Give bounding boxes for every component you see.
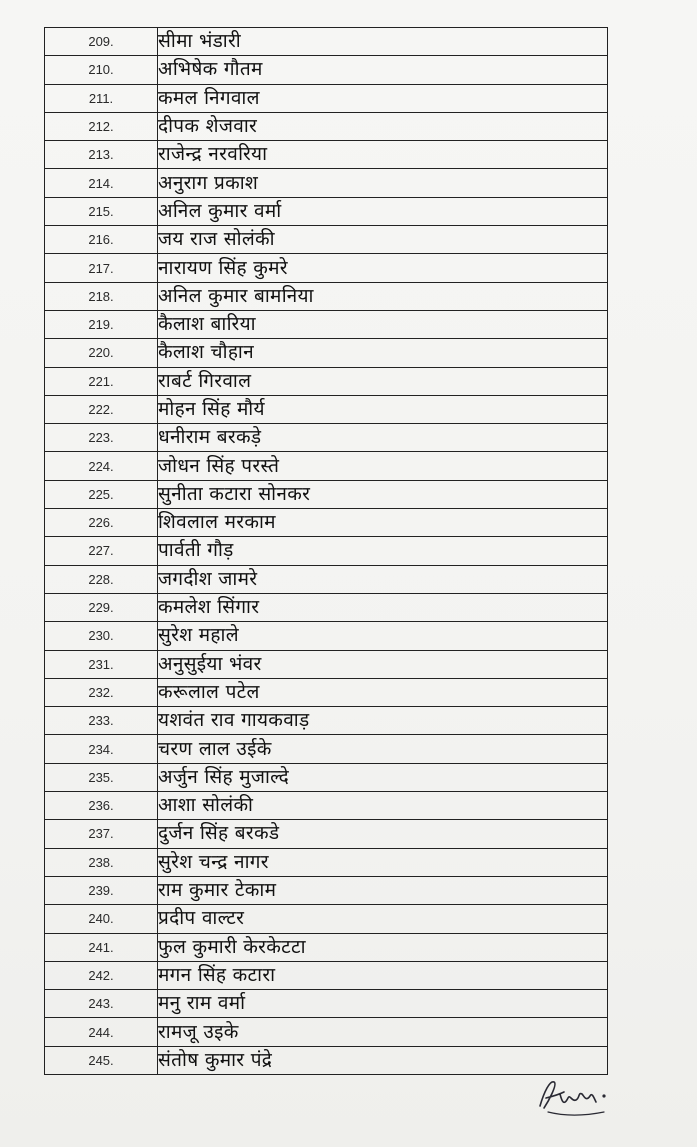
person-name: शिवलाल मरकाम	[158, 509, 608, 537]
person-name: प्रदीप वाल्टर	[158, 905, 608, 933]
person-name: मनु राम वर्मा	[158, 990, 608, 1018]
serial-number: 215.	[45, 197, 158, 225]
person-name: दुर्जन सिंह बरकडे	[158, 820, 608, 848]
person-name: धनीराम बरकड़े	[158, 424, 608, 452]
table-row	[45, 678, 608, 706]
table-row	[45, 226, 608, 254]
person-name: सुरेश महाले	[158, 622, 608, 650]
serial-number: 220.	[45, 339, 158, 367]
person-name: पार्वती गौड़	[158, 537, 608, 565]
person-name: आशा सोलंकी	[158, 792, 608, 820]
table-row	[45, 792, 608, 820]
serial-number: 230.	[45, 622, 158, 650]
table-row	[45, 339, 608, 367]
handwritten-signature-icon	[534, 1072, 624, 1122]
serial-number: 217.	[45, 254, 158, 282]
person-name: मगन सिंह कटारा	[158, 961, 608, 989]
table-row	[45, 480, 608, 508]
table-row	[45, 565, 608, 593]
table-row	[45, 509, 608, 537]
serial-number: 227.	[45, 537, 158, 565]
table-row	[45, 933, 608, 961]
table-row	[45, 593, 608, 621]
table-row	[45, 197, 608, 225]
serial-number: 218.	[45, 282, 158, 310]
table-row	[45, 622, 608, 650]
serial-number: 234.	[45, 735, 158, 763]
table-row	[45, 56, 608, 84]
person-name: कैलाश बारिया	[158, 310, 608, 338]
serial-number: 229.	[45, 593, 158, 621]
person-name: नारायण सिंह कुमरे	[158, 254, 608, 282]
table-row	[45, 820, 608, 848]
serial-number: 226.	[45, 509, 158, 537]
table-row	[45, 169, 608, 197]
table-row	[45, 367, 608, 395]
table-row	[45, 254, 608, 282]
person-name: अभिषेक गौतम	[158, 56, 608, 84]
table-row	[45, 282, 608, 310]
table-row	[45, 735, 608, 763]
serial-number: 243.	[45, 990, 158, 1018]
table-row	[45, 537, 608, 565]
person-name: कैलाश चौहान	[158, 339, 608, 367]
person-name: राम कुमार टेकाम	[158, 876, 608, 904]
serial-number: 212.	[45, 112, 158, 140]
serial-number: 213.	[45, 141, 158, 169]
person-name: राबर्ट गिरवाल	[158, 367, 608, 395]
person-name: राजेन्द्र नरवरिया	[158, 141, 608, 169]
serial-number: 216.	[45, 226, 158, 254]
person-name: अर्जुन सिंह मुजाल्दे	[158, 763, 608, 791]
serial-number: 238.	[45, 848, 158, 876]
table-row	[45, 395, 608, 423]
table-row	[45, 763, 608, 791]
table-row	[45, 141, 608, 169]
table-row	[45, 990, 608, 1018]
serial-number: 241.	[45, 933, 158, 961]
serial-number: 231.	[45, 650, 158, 678]
person-name: फुल कुमारी केरकेटटा	[158, 933, 608, 961]
person-name: अनुराग प्रकाश	[158, 169, 608, 197]
table-row	[45, 848, 608, 876]
person-name: जय राज सोलंकी	[158, 226, 608, 254]
name-list-body	[45, 28, 608, 1075]
table-row	[45, 1046, 608, 1074]
person-name: मोहन सिंह मौर्य	[158, 395, 608, 423]
table-row	[45, 905, 608, 933]
person-name: अनिल कुमार वर्मा	[158, 197, 608, 225]
person-name: कमल निगवाल	[158, 84, 608, 112]
person-name: करूलाल पटेल	[158, 678, 608, 706]
serial-number: 233.	[45, 707, 158, 735]
serial-number: 228.	[45, 565, 158, 593]
person-name: रामजू उइके	[158, 1018, 608, 1046]
person-name: संतोष कुमार पंद्रे	[158, 1046, 608, 1074]
serial-number: 235.	[45, 763, 158, 791]
table-row	[45, 28, 608, 56]
serial-number: 222.	[45, 395, 158, 423]
serial-number: 214.	[45, 169, 158, 197]
serial-number: 225.	[45, 480, 158, 508]
person-name: चरण लाल उईके	[158, 735, 608, 763]
person-name: कमलेश सिंगार	[158, 593, 608, 621]
person-name: सुरेश चन्द्र नागर	[158, 848, 608, 876]
table-row	[45, 876, 608, 904]
table-row	[45, 310, 608, 338]
serial-number: 237.	[45, 820, 158, 848]
person-name: जोधन सिंह परस्ते	[158, 452, 608, 480]
serial-number: 209.	[45, 28, 158, 56]
person-name: यशवंत राव गायकवाड़	[158, 707, 608, 735]
table-row	[45, 1018, 608, 1046]
person-name: जगदीश जामरे	[158, 565, 608, 593]
person-name: अनुसुईया भंवर	[158, 650, 608, 678]
table-row	[45, 961, 608, 989]
table-row	[45, 424, 608, 452]
serial-number: 240.	[45, 905, 158, 933]
serial-number: 232.	[45, 678, 158, 706]
table-row	[45, 84, 608, 112]
name-list-table	[44, 27, 608, 1075]
serial-number: 223.	[45, 424, 158, 452]
person-name: अनिल कुमार बामनिया	[158, 282, 608, 310]
serial-number: 211.	[45, 84, 158, 112]
serial-number: 244.	[45, 1018, 158, 1046]
person-name: सीमा भंडारी	[158, 28, 608, 56]
serial-number: 221.	[45, 367, 158, 395]
table-row	[45, 707, 608, 735]
serial-number: 242.	[45, 961, 158, 989]
table-row	[45, 452, 608, 480]
serial-number: 210.	[45, 56, 158, 84]
serial-number: 236.	[45, 792, 158, 820]
serial-number: 245.	[45, 1046, 158, 1074]
table-row	[45, 112, 608, 140]
serial-number: 224.	[45, 452, 158, 480]
person-name: दीपक शेजवार	[158, 112, 608, 140]
table-row	[45, 650, 608, 678]
serial-number: 239.	[45, 876, 158, 904]
person-name: सुनीता कटारा सोनकर	[158, 480, 608, 508]
serial-number: 219.	[45, 310, 158, 338]
